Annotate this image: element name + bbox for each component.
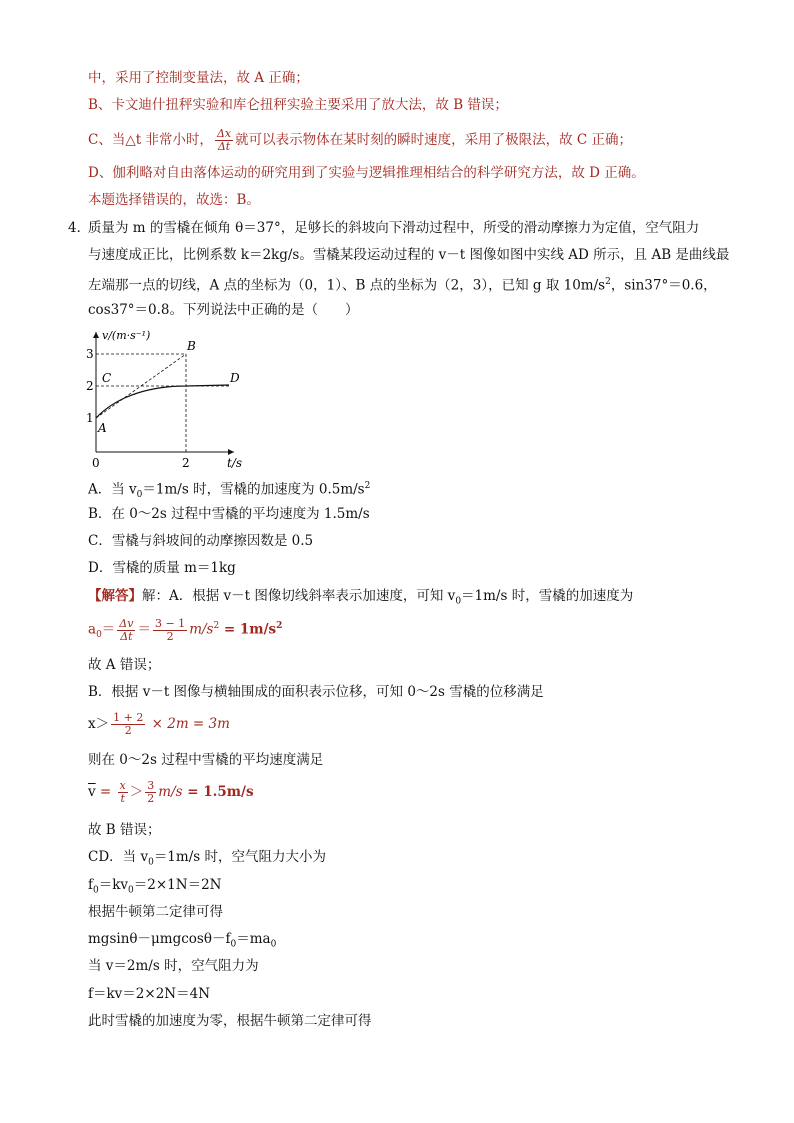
answer-line-2: 故 A 错误； xyxy=(88,657,161,673)
fraction: $\frac{3 - 1}{2}$ xyxy=(154,616,186,643)
fraction: $\frac{3}{2}$ xyxy=(147,779,155,805)
answer-line-11: f＝kv＝2×2N＝4N xyxy=(88,986,211,1002)
y-tick-1: 1 xyxy=(86,411,94,425)
formula-average-velocity: $\overline{v}$ = $\frac{x}{t}$ ＞ $\frac{3}{2}$ m/s = 1.5m/s xyxy=(88,779,254,805)
option-a[interactable]: A．当 $v_0=1m/s$ 时，雪橇的加速度为 $0.5m/s^2$ xyxy=(88,481,371,501)
point-c-label: C xyxy=(102,371,112,385)
question-line-3: 左端那一点的切线，A 点的坐标为（0，1）、B 点的坐标为（2，3），已知 g 取 $10m/s^2$，sin37°＝0.6， xyxy=(88,277,717,294)
answer-tag: 【解答】 xyxy=(88,588,142,604)
answer-line-1: 【解答】解：A．根据 v－t 图像切线斜率表示加速度，可知 $v_0=1m/s$ 时，雪橇的加速度为 xyxy=(88,588,634,607)
fraction: $\frac{\Delta v}{\Delta t}$ xyxy=(119,616,134,643)
answer-line-7: $f_0=kv_0=2\times 1N=2N$ xyxy=(88,877,222,896)
prev-solution-line-1: 中，采用了控制变量法，故 A 正确； xyxy=(88,70,309,86)
option-c[interactable]: C．雪橇与斜坡间的动摩擦因数是 0.5 xyxy=(88,533,314,549)
y-tick-3: 3 xyxy=(86,347,94,361)
answer-line-12: 此时雪橇的加速度为零，根据牛顿第二定律可得 xyxy=(88,1013,372,1029)
fraction: $\frac{1 + 2}{2}$ xyxy=(113,711,144,737)
x-axis-label: t/s xyxy=(227,456,243,470)
curve-ad xyxy=(96,385,229,418)
prev-solution-line-2: B、卡文迪什扭秤实验和库仑扭秤实验主要采用了放大法，故 B 错误； xyxy=(88,97,508,113)
fraction: $\frac{x}{t}$ xyxy=(119,779,126,805)
formula-displacement: x＞ $\frac{1 + 2}{2}$ × 2m = 3m xyxy=(88,711,230,737)
prev-solution-line-4: D、伽利略对自由落体运动的研究用到了实验与逻辑推理相结合的科学研究方法，故 D 正确。 xyxy=(88,165,645,181)
x-tick-2: 2 xyxy=(182,456,190,470)
answer-line-3: B．根据 v－t 图像与横轴围成的面积表示位移，可知 0～2s 雪橇的位移满足 xyxy=(88,684,544,700)
prev-solution-line-5: 本题选择错误的，故选：B。 xyxy=(88,192,260,208)
vt-graph xyxy=(84,326,254,472)
answer-line-8: 根据牛顿第二定律可得 xyxy=(88,904,223,920)
answer-line-6: CD．当 $v_0=1m/s$ 时，空气阻力大小为 xyxy=(88,849,326,868)
answer-line-9: $mgsin\theta-\mu mgcos\theta-f_0=ma_0$ xyxy=(88,931,277,950)
prev-solution-line-3: C、当△t 非常小时， $\frac{\Delta x}{\Delta t}$ 就可以表示物体在某时刻的瞬时速度，采用了极限法，故 C 正确； xyxy=(88,127,633,153)
question-line-2: 与速度成正比，比例系数 k＝2kg/s。雪橇某段运动过程的 v－t 图像如图中实线 AD 所示，且 AB 是曲线最 xyxy=(88,247,730,263)
point-d-label: D xyxy=(230,371,240,385)
question-line-4: cos37°＝0.8。下列说法中正确的是（ ） xyxy=(88,302,359,318)
answer-line-4: 则在 0～2s 过程中雪橇的平均速度满足 xyxy=(88,752,324,768)
answer-line-5: 故 B 错误； xyxy=(88,822,161,838)
question-number: 4． xyxy=(68,220,91,236)
question-line-1: 质量为 m 的雪橇在倾角 θ＝37°，足够长的斜坡向下滑动过程中，所受的滑动摩擦力为定值，空气阻力 xyxy=(88,220,700,236)
option-b[interactable]: B．在 0～2s 过程中雪橇的平均速度为 1.5m/s xyxy=(88,506,370,522)
formula-acceleration: $a_0=$ $\frac{\Delta v}{\Delta t}$ ＝ $\frac{3 - 1}{2}$ $m/s^2 = 1m/s^2$ xyxy=(88,616,283,643)
point-a-label: A xyxy=(98,421,107,435)
fraction: $\frac{\Delta x}{\Delta t}$ xyxy=(216,127,232,153)
option-d[interactable]: D．雪橇的质量 m＝1kg xyxy=(88,560,236,576)
x-tick-0: 0 xyxy=(92,456,100,470)
answer-line-10: 当 v＝2m/s 时，空气阻力为 xyxy=(88,958,259,974)
y-axis-label: v/(m·s⁻¹) xyxy=(102,329,151,342)
point-b-label: B xyxy=(187,339,196,353)
y-tick-2: 2 xyxy=(86,379,94,393)
